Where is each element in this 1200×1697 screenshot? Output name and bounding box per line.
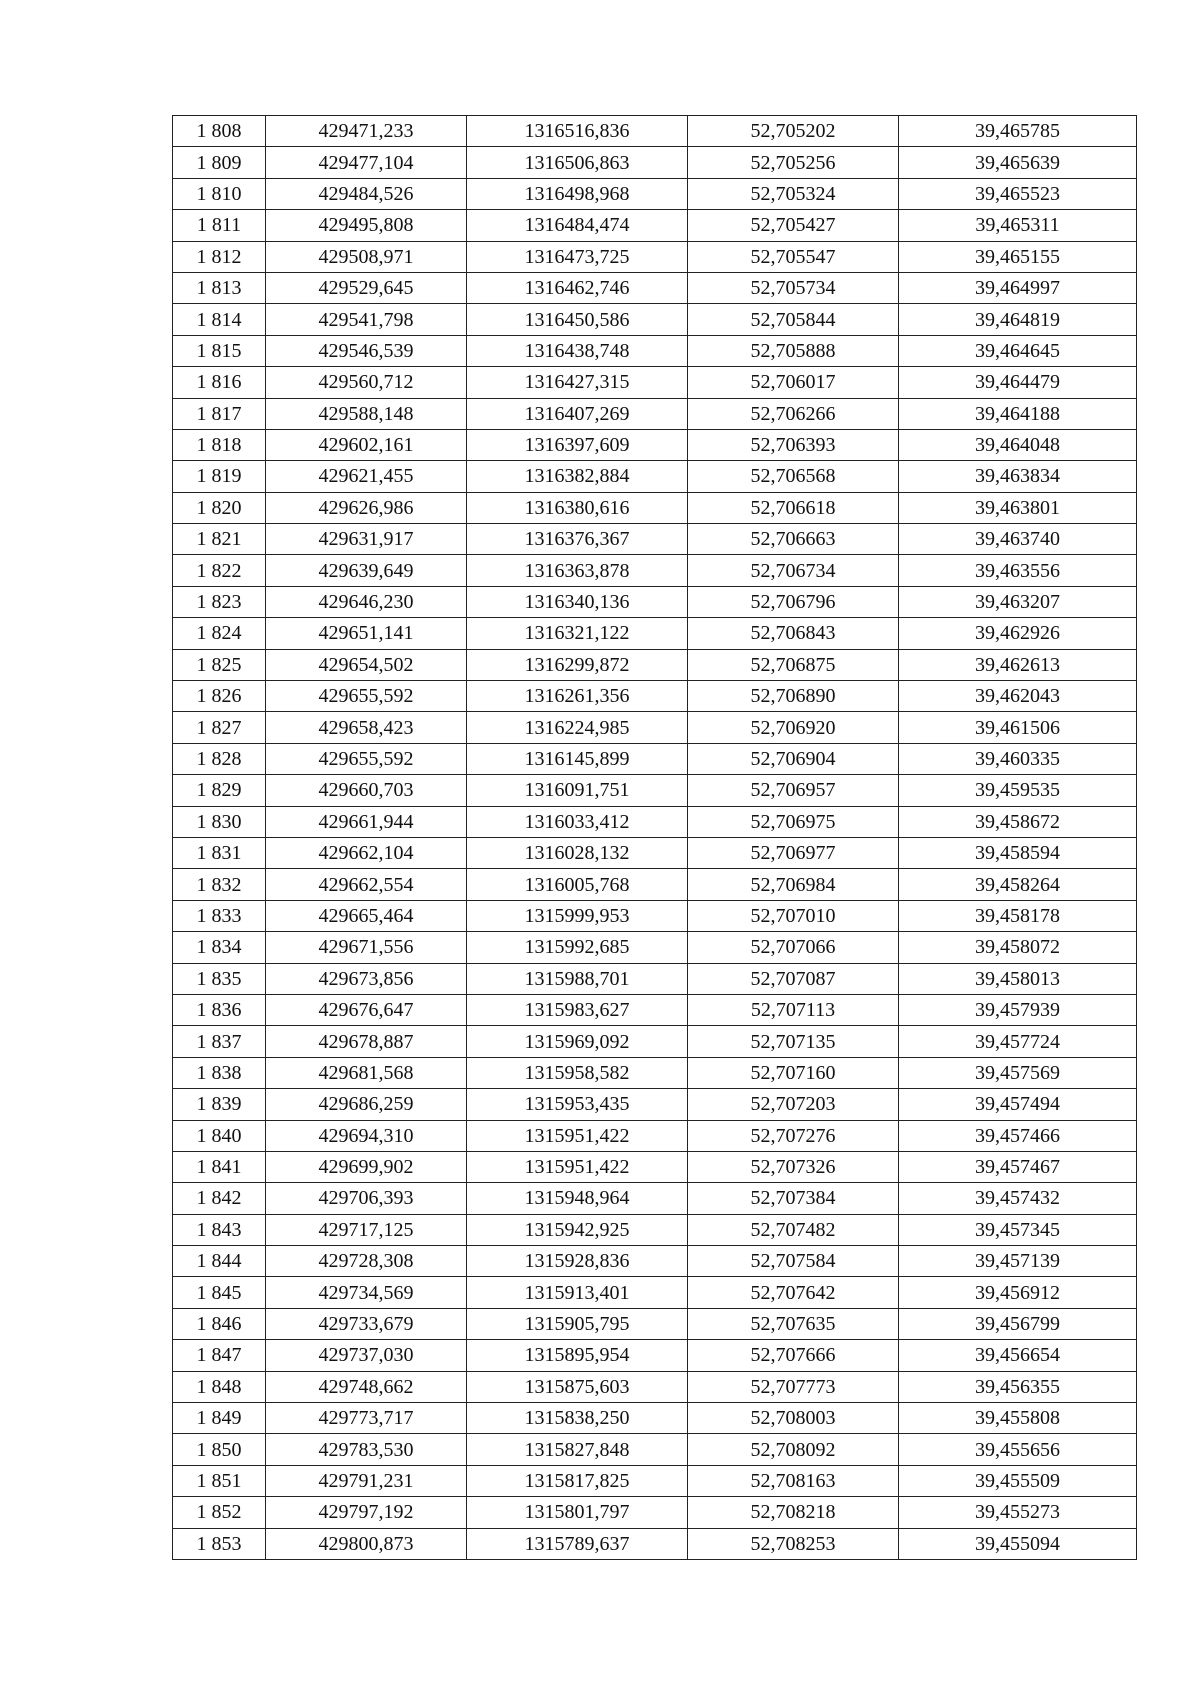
longitude-cell: 39,459535 [899,775,1137,806]
table-row [173,1214,1137,1245]
y-coordinate-cell: 1315895,954 [467,1340,688,1371]
x-coordinate-cell: 429662,104 [266,837,467,868]
y-coordinate-cell: 1316382,884 [467,461,688,492]
y-coordinate-cell: 1316506,863 [467,147,688,178]
latitude-cell: 52,706875 [688,649,899,680]
longitude-cell: 39,457432 [899,1183,1137,1214]
table-row [173,586,1137,617]
y-coordinate-cell: 1316363,878 [467,555,688,586]
table-row [173,335,1137,366]
point-number-cell: 1 821 [173,524,266,555]
longitude-cell: 39,457139 [899,1246,1137,1277]
x-coordinate-cell: 429508,971 [266,241,467,272]
x-coordinate-cell: 429529,645 [266,272,467,303]
longitude-cell: 39,457345 [899,1214,1137,1245]
longitude-cell: 39,456355 [899,1371,1137,1402]
latitude-cell: 52,706663 [688,524,899,555]
point-number-cell: 1 812 [173,241,266,272]
longitude-cell: 39,463556 [899,555,1137,586]
y-coordinate-cell: 1315913,401 [467,1277,688,1308]
latitude-cell: 52,707113 [688,994,899,1025]
y-coordinate-cell: 1316321,122 [467,618,688,649]
longitude-cell: 39,457467 [899,1151,1137,1182]
latitude-cell: 52,706568 [688,461,899,492]
table-row [173,869,1137,900]
x-coordinate-cell: 429631,917 [266,524,467,555]
y-coordinate-cell: 1316438,748 [467,335,688,366]
point-number-cell: 1 847 [173,1340,266,1371]
latitude-cell: 52,706977 [688,837,899,868]
longitude-cell: 39,457724 [899,1026,1137,1057]
x-coordinate-cell: 429495,808 [266,210,467,241]
y-coordinate-cell: 1316376,367 [467,524,688,555]
y-coordinate-cell: 1315942,925 [467,1214,688,1245]
longitude-cell: 39,464645 [899,335,1137,366]
table-row [173,147,1137,178]
longitude-cell: 39,464479 [899,367,1137,398]
latitude-cell: 52,708092 [688,1434,899,1465]
point-number-cell: 1 820 [173,492,266,523]
longitude-cell: 39,460335 [899,743,1137,774]
longitude-cell: 39,455273 [899,1497,1137,1528]
x-coordinate-cell: 429484,526 [266,178,467,209]
table-row [173,241,1137,272]
y-coordinate-cell: 1316516,836 [467,116,688,147]
longitude-cell: 39,458264 [899,869,1137,900]
y-coordinate-cell: 1315999,953 [467,900,688,931]
table-row [173,1026,1137,1057]
table-row [173,681,1137,712]
latitude-cell: 52,707666 [688,1340,899,1371]
x-coordinate-cell: 429541,798 [266,304,467,335]
latitude-cell: 52,707087 [688,963,899,994]
latitude-cell: 52,705427 [688,210,899,241]
table-row [173,1371,1137,1402]
point-number-cell: 1 816 [173,367,266,398]
longitude-cell: 39,465155 [899,241,1137,272]
latitude-cell: 52,706890 [688,681,899,712]
y-coordinate-cell: 1316427,315 [467,367,688,398]
x-coordinate-cell: 429783,530 [266,1434,467,1465]
point-number-cell: 1 838 [173,1057,266,1088]
table-row [173,461,1137,492]
longitude-cell: 39,457569 [899,1057,1137,1088]
table-row [173,618,1137,649]
table-row [173,837,1137,868]
y-coordinate-cell: 1315983,627 [467,994,688,1025]
latitude-cell: 52,705844 [688,304,899,335]
table-row [173,210,1137,241]
x-coordinate-cell: 429477,104 [266,147,467,178]
x-coordinate-cell: 429681,568 [266,1057,467,1088]
x-coordinate-cell: 429706,393 [266,1183,467,1214]
y-coordinate-cell: 1316091,751 [467,775,688,806]
longitude-cell: 39,458013 [899,963,1137,994]
point-number-cell: 1 813 [173,272,266,303]
latitude-cell: 52,707160 [688,1057,899,1088]
latitude-cell: 52,707135 [688,1026,899,1057]
y-coordinate-cell: 1316473,725 [467,241,688,272]
latitude-cell: 52,705547 [688,241,899,272]
latitude-cell: 52,706734 [688,555,899,586]
point-number-cell: 1 823 [173,586,266,617]
latitude-cell: 52,706984 [688,869,899,900]
latitude-cell: 52,705888 [688,335,899,366]
latitude-cell: 52,708003 [688,1403,899,1434]
latitude-cell: 52,707384 [688,1183,899,1214]
table-row [173,429,1137,460]
table-row [173,1497,1137,1528]
point-number-cell: 1 852 [173,1497,266,1528]
point-number-cell: 1 842 [173,1183,266,1214]
y-coordinate-cell: 1316340,136 [467,586,688,617]
y-coordinate-cell: 1315928,836 [467,1246,688,1277]
latitude-cell: 52,708163 [688,1465,899,1496]
latitude-cell: 52,707773 [688,1371,899,1402]
x-coordinate-cell: 429621,455 [266,461,467,492]
y-coordinate-cell: 1315789,637 [467,1528,688,1559]
table-row [173,1277,1137,1308]
table-row [173,1434,1137,1465]
x-coordinate-cell: 429800,873 [266,1528,467,1559]
latitude-cell: 52,706393 [688,429,899,460]
latitude-cell: 52,706618 [688,492,899,523]
longitude-cell: 39,465639 [899,147,1137,178]
x-coordinate-cell: 429658,423 [266,712,467,743]
point-number-cell: 1 834 [173,932,266,963]
y-coordinate-cell: 1316033,412 [467,806,688,837]
longitude-cell: 39,464188 [899,398,1137,429]
y-coordinate-cell: 1315953,435 [467,1089,688,1120]
point-number-cell: 1 837 [173,1026,266,1057]
point-number-cell: 1 828 [173,743,266,774]
table-row [173,712,1137,743]
longitude-cell: 39,456799 [899,1308,1137,1339]
longitude-cell: 39,461506 [899,712,1137,743]
point-number-cell: 1 817 [173,398,266,429]
y-coordinate-cell: 1316261,356 [467,681,688,712]
latitude-cell: 52,705734 [688,272,899,303]
table-row [173,1308,1137,1339]
x-coordinate-cell: 429717,125 [266,1214,467,1245]
table-row [173,272,1137,303]
longitude-cell: 39,462926 [899,618,1137,649]
y-coordinate-cell: 1315958,582 [467,1057,688,1088]
x-coordinate-cell: 429773,717 [266,1403,467,1434]
table-row [173,994,1137,1025]
latitude-cell: 52,707326 [688,1151,899,1182]
y-coordinate-cell: 1316005,768 [467,869,688,900]
y-coordinate-cell: 1316380,616 [467,492,688,523]
table-row [173,1465,1137,1496]
point-number-cell: 1 843 [173,1214,266,1245]
longitude-cell: 39,464048 [899,429,1137,460]
y-coordinate-cell: 1315905,795 [467,1308,688,1339]
point-number-cell: 1 808 [173,116,266,147]
longitude-cell: 39,462043 [899,681,1137,712]
table-row [173,1340,1137,1371]
point-number-cell: 1 839 [173,1089,266,1120]
y-coordinate-cell: 1316397,609 [467,429,688,460]
longitude-cell: 39,465785 [899,116,1137,147]
x-coordinate-cell: 429660,703 [266,775,467,806]
longitude-cell: 39,457939 [899,994,1137,1025]
latitude-cell: 52,706904 [688,743,899,774]
table-row [173,775,1137,806]
point-number-cell: 1 819 [173,461,266,492]
table-row [173,398,1137,429]
latitude-cell: 52,705202 [688,116,899,147]
longitude-cell: 39,463207 [899,586,1137,617]
y-coordinate-cell: 1316484,474 [467,210,688,241]
longitude-cell: 39,457466 [899,1120,1137,1151]
latitude-cell: 52,706975 [688,806,899,837]
table-row [173,1403,1137,1434]
latitude-cell: 52,706796 [688,586,899,617]
point-number-cell: 1 831 [173,837,266,868]
y-coordinate-cell: 1316498,968 [467,178,688,209]
latitude-cell: 52,707642 [688,1277,899,1308]
point-number-cell: 1 850 [173,1434,266,1465]
x-coordinate-cell: 429671,556 [266,932,467,963]
table-row [173,1246,1137,1277]
x-coordinate-cell: 429737,030 [266,1340,467,1371]
x-coordinate-cell: 429646,230 [266,586,467,617]
y-coordinate-cell: 1315838,250 [467,1403,688,1434]
table-row [173,743,1137,774]
latitude-cell: 52,707066 [688,932,899,963]
y-coordinate-cell: 1315951,422 [467,1151,688,1182]
table-row [173,178,1137,209]
x-coordinate-cell: 429734,569 [266,1277,467,1308]
x-coordinate-cell: 429686,259 [266,1089,467,1120]
x-coordinate-cell: 429797,192 [266,1497,467,1528]
point-number-cell: 1 845 [173,1277,266,1308]
point-number-cell: 1 811 [173,210,266,241]
latitude-cell: 52,707276 [688,1120,899,1151]
x-coordinate-cell: 429602,161 [266,429,467,460]
table-row [173,1528,1137,1559]
latitude-cell: 52,708218 [688,1497,899,1528]
table-row [173,1151,1137,1182]
point-number-cell: 1 818 [173,429,266,460]
point-number-cell: 1 849 [173,1403,266,1434]
point-number-cell: 1 827 [173,712,266,743]
x-coordinate-cell: 429791,231 [266,1465,467,1496]
latitude-cell: 52,706957 [688,775,899,806]
longitude-cell: 39,455509 [899,1465,1137,1496]
x-coordinate-cell: 429560,712 [266,367,467,398]
y-coordinate-cell: 1316450,586 [467,304,688,335]
latitude-cell: 52,707482 [688,1214,899,1245]
x-coordinate-cell: 429655,592 [266,681,467,712]
x-coordinate-cell: 429662,554 [266,869,467,900]
x-coordinate-cell: 429665,464 [266,900,467,931]
latitude-cell: 52,706266 [688,398,899,429]
y-coordinate-cell: 1315817,825 [467,1465,688,1496]
longitude-cell: 39,455656 [899,1434,1137,1465]
y-coordinate-cell: 1315948,964 [467,1183,688,1214]
longitude-cell: 39,458594 [899,837,1137,868]
longitude-cell: 39,456654 [899,1340,1137,1371]
y-coordinate-cell: 1315988,701 [467,963,688,994]
table-row [173,932,1137,963]
longitude-cell: 39,464997 [899,272,1137,303]
longitude-cell: 39,465523 [899,178,1137,209]
x-coordinate-cell: 429471,233 [266,116,467,147]
x-coordinate-cell: 429699,902 [266,1151,467,1182]
x-coordinate-cell: 429728,308 [266,1246,467,1277]
table-row [173,304,1137,335]
longitude-cell: 39,463834 [899,461,1137,492]
latitude-cell: 52,705324 [688,178,899,209]
latitude-cell: 52,707635 [688,1308,899,1339]
y-coordinate-cell: 1316462,746 [467,272,688,303]
latitude-cell: 52,706920 [688,712,899,743]
longitude-cell: 39,464819 [899,304,1137,335]
point-number-cell: 1 810 [173,178,266,209]
point-number-cell: 1 833 [173,900,266,931]
point-number-cell: 1 826 [173,681,266,712]
longitude-cell: 39,457494 [899,1089,1137,1120]
table-row [173,1089,1137,1120]
y-coordinate-cell: 1315827,848 [467,1434,688,1465]
point-number-cell: 1 848 [173,1371,266,1402]
table-row [173,524,1137,555]
table-row [173,963,1137,994]
point-number-cell: 1 814 [173,304,266,335]
x-coordinate-cell: 429654,502 [266,649,467,680]
table-row [173,555,1137,586]
y-coordinate-cell: 1316407,269 [467,398,688,429]
coordinates-table-body [173,116,1137,1560]
y-coordinate-cell: 1315875,603 [467,1371,688,1402]
longitude-cell: 39,463801 [899,492,1137,523]
point-number-cell: 1 822 [173,555,266,586]
point-number-cell: 1 835 [173,963,266,994]
table-row [173,1057,1137,1088]
point-number-cell: 1 809 [173,147,266,178]
y-coordinate-cell: 1316224,985 [467,712,688,743]
y-coordinate-cell: 1316028,132 [467,837,688,868]
y-coordinate-cell: 1316299,872 [467,649,688,680]
point-number-cell: 1 830 [173,806,266,837]
table-row [173,1183,1137,1214]
x-coordinate-cell: 429546,539 [266,335,467,366]
latitude-cell: 52,706017 [688,367,899,398]
table-row [173,900,1137,931]
longitude-cell: 39,463740 [899,524,1137,555]
x-coordinate-cell: 429678,887 [266,1026,467,1057]
point-number-cell: 1 824 [173,618,266,649]
y-coordinate-cell: 1315969,092 [467,1026,688,1057]
point-number-cell: 1 815 [173,335,266,366]
x-coordinate-cell: 429733,679 [266,1308,467,1339]
latitude-cell: 52,707203 [688,1089,899,1120]
point-number-cell: 1 846 [173,1308,266,1339]
x-coordinate-cell: 429651,141 [266,618,467,649]
longitude-cell: 39,458178 [899,900,1137,931]
longitude-cell: 39,458672 [899,806,1137,837]
y-coordinate-cell: 1316145,899 [467,743,688,774]
table-row [173,492,1137,523]
x-coordinate-cell: 429588,148 [266,398,467,429]
longitude-cell: 39,462613 [899,649,1137,680]
x-coordinate-cell: 429748,662 [266,1371,467,1402]
point-number-cell: 1 841 [173,1151,266,1182]
longitude-cell: 39,458072 [899,932,1137,963]
coordinates-table [172,115,1137,1560]
table-row [173,367,1137,398]
y-coordinate-cell: 1315801,797 [467,1497,688,1528]
point-number-cell: 1 844 [173,1246,266,1277]
x-coordinate-cell: 429676,647 [266,994,467,1025]
y-coordinate-cell: 1315992,685 [467,932,688,963]
latitude-cell: 52,707584 [688,1246,899,1277]
y-coordinate-cell: 1315951,422 [467,1120,688,1151]
latitude-cell: 52,706843 [688,618,899,649]
table-row [173,806,1137,837]
longitude-cell: 39,465311 [899,210,1137,241]
table-row [173,1120,1137,1151]
longitude-cell: 39,455808 [899,1403,1137,1434]
point-number-cell: 1 829 [173,775,266,806]
point-number-cell: 1 836 [173,994,266,1025]
table-row [173,116,1137,147]
point-number-cell: 1 840 [173,1120,266,1151]
latitude-cell: 52,705256 [688,147,899,178]
longitude-cell: 39,455094 [899,1528,1137,1559]
point-number-cell: 1 851 [173,1465,266,1496]
latitude-cell: 52,708253 [688,1528,899,1559]
x-coordinate-cell: 429626,986 [266,492,467,523]
table-row [173,649,1137,680]
point-number-cell: 1 825 [173,649,266,680]
longitude-cell: 39,456912 [899,1277,1137,1308]
x-coordinate-cell: 429694,310 [266,1120,467,1151]
latitude-cell: 52,707010 [688,900,899,931]
x-coordinate-cell: 429639,649 [266,555,467,586]
x-coordinate-cell: 429655,592 [266,743,467,774]
point-number-cell: 1 832 [173,869,266,900]
x-coordinate-cell: 429661,944 [266,806,467,837]
x-coordinate-cell: 429673,856 [266,963,467,994]
point-number-cell: 1 853 [173,1528,266,1559]
